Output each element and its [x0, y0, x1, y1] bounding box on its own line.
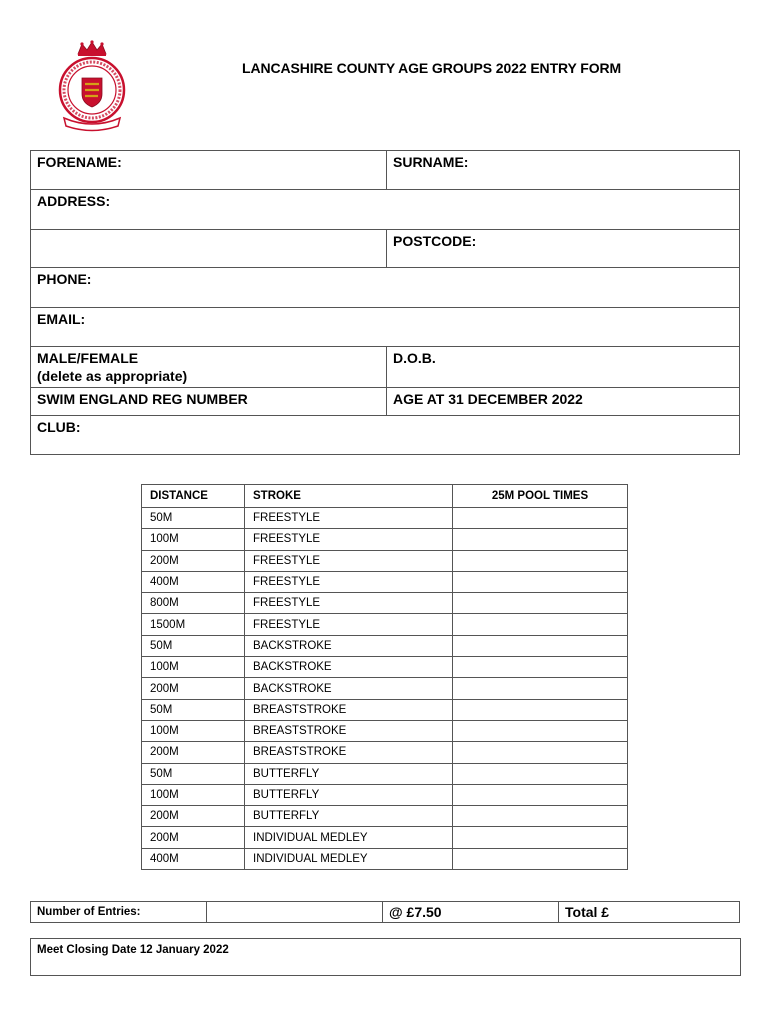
forename-field[interactable]	[31, 151, 387, 190]
event-distance: 400M	[142, 571, 245, 592]
event-row	[142, 742, 628, 763]
entries-count-label: Number of Entries:	[31, 902, 207, 923]
event-stroke: INDIVIDUAL MEDLEY	[245, 848, 453, 869]
event-distance: 400M	[142, 848, 245, 869]
address-field[interactable]	[31, 190, 740, 230]
event-row	[142, 763, 628, 784]
event-stroke: FREESTYLE	[245, 529, 453, 550]
event-stroke: BREASTSTROKE	[245, 720, 453, 741]
event-distance: 200M	[142, 806, 245, 827]
event-time-input[interactable]	[453, 571, 628, 592]
event-row	[142, 784, 628, 805]
event-distance: 50M	[142, 635, 245, 656]
event-stroke: BACKSTROKE	[245, 678, 453, 699]
county-crest-logo	[52, 40, 132, 132]
stroke-header: STROKE	[245, 485, 453, 508]
event-stroke: BUTTERFLY	[245, 806, 453, 827]
email-field[interactable]	[31, 308, 740, 347]
closing-date-box: Meet Closing Date 12 January 2022	[30, 938, 741, 976]
event-distance: 200M	[142, 742, 245, 763]
postcode-label: POSTCODE:	[393, 233, 477, 249]
event-time-input[interactable]	[453, 784, 628, 805]
crown-icon	[78, 40, 106, 56]
event-distance: 50M	[142, 699, 245, 720]
club-label: CLUB:	[37, 419, 81, 435]
event-row	[142, 827, 628, 848]
event-distance: 200M	[142, 827, 245, 848]
event-time-input[interactable]	[453, 529, 628, 550]
event-row	[142, 593, 628, 614]
event-stroke: BREASTSTROKE	[245, 742, 453, 763]
event-stroke: FREESTYLE	[245, 614, 453, 635]
event-time-input[interactable]	[453, 678, 628, 699]
event-time-input[interactable]	[453, 657, 628, 678]
events-table	[141, 484, 628, 870]
event-row	[142, 806, 628, 827]
email-label: EMAIL:	[37, 311, 86, 327]
dob-label: D.O.B.	[393, 350, 436, 366]
event-row	[142, 614, 628, 635]
event-distance: 50M	[142, 508, 245, 529]
event-time-input[interactable]	[453, 742, 628, 763]
event-distance: 100M	[142, 720, 245, 741]
event-row	[142, 699, 628, 720]
gender-note: (delete as appropriate)	[37, 368, 188, 384]
page-title: LANCASHIRE COUNTY AGE GROUPS 2022 ENTRY FORM	[242, 60, 622, 76]
distance-header: DISTANCE	[142, 485, 245, 508]
age-field[interactable]	[387, 388, 740, 416]
postcode-field[interactable]	[387, 230, 740, 268]
event-row	[142, 508, 628, 529]
event-row	[142, 720, 628, 741]
event-distance: 100M	[142, 784, 245, 805]
surname-field[interactable]	[387, 151, 740, 190]
event-distance: 100M	[142, 657, 245, 678]
event-row	[142, 550, 628, 571]
dob-field[interactable]	[387, 347, 740, 388]
event-time-input[interactable]	[453, 699, 628, 720]
event-stroke: BACKSTROKE	[245, 657, 453, 678]
event-stroke: FREESTYLE	[245, 550, 453, 571]
total-field[interactable]	[559, 902, 740, 923]
gender-label: MALE/FEMALE	[37, 350, 139, 366]
event-stroke: FREESTYLE	[245, 571, 453, 592]
club-field[interactable]	[31, 416, 740, 455]
address-line-2-field[interactable]	[31, 230, 387, 268]
event-time-input[interactable]	[453, 720, 628, 741]
forename-label: FORENAME:	[37, 154, 122, 170]
event-stroke: BUTTERFLY	[245, 763, 453, 784]
event-time-input[interactable]	[453, 827, 628, 848]
reg-number-field[interactable]	[31, 388, 387, 416]
event-distance: 50M	[142, 763, 245, 784]
event-row	[142, 848, 628, 869]
event-stroke: INDIVIDUAL MEDLEY	[245, 827, 453, 848]
event-stroke: BUTTERFLY	[245, 784, 453, 805]
total-label: Total £	[565, 904, 610, 920]
event-time-input[interactable]	[453, 848, 628, 869]
event-distance: 100M	[142, 529, 245, 550]
event-distance: 200M	[142, 678, 245, 699]
reg-number-label: SWIM ENGLAND REG NUMBER	[37, 391, 248, 407]
event-distance: 1500M	[142, 614, 245, 635]
personal-details-table	[30, 150, 740, 455]
event-stroke: FREESTYLE	[245, 508, 453, 529]
event-time-input[interactable]	[453, 508, 628, 529]
event-time-input[interactable]	[453, 593, 628, 614]
event-row	[142, 678, 628, 699]
event-stroke: BREASTSTROKE	[245, 699, 453, 720]
event-stroke: FREESTYLE	[245, 593, 453, 614]
event-time-input[interactable]	[453, 614, 628, 635]
event-stroke: BACKSTROKE	[245, 635, 453, 656]
gender-field[interactable]	[31, 347, 387, 388]
event-time-input[interactable]	[453, 550, 628, 571]
event-row	[142, 571, 628, 592]
event-distance: 200M	[142, 550, 245, 571]
event-time-input[interactable]	[453, 635, 628, 656]
phone-label: PHONE:	[37, 271, 92, 287]
event-distance: 800M	[142, 593, 245, 614]
event-row	[142, 657, 628, 678]
phone-field[interactable]	[31, 268, 740, 308]
address-label: ADDRESS:	[37, 193, 111, 209]
surname-label: SURNAME:	[393, 154, 469, 170]
entries-count-input[interactable]	[207, 902, 383, 923]
shield-icon	[82, 78, 102, 107]
event-time-input[interactable]	[453, 763, 628, 784]
event-row	[142, 635, 628, 656]
entry-price: @ £7.50	[383, 902, 559, 923]
times-header: 25M POOL TIMES	[453, 485, 628, 508]
entries-table	[30, 901, 740, 923]
event-row	[142, 529, 628, 550]
event-time-input[interactable]	[453, 806, 628, 827]
age-label: AGE AT 31 DECEMBER 2022	[393, 391, 583, 407]
